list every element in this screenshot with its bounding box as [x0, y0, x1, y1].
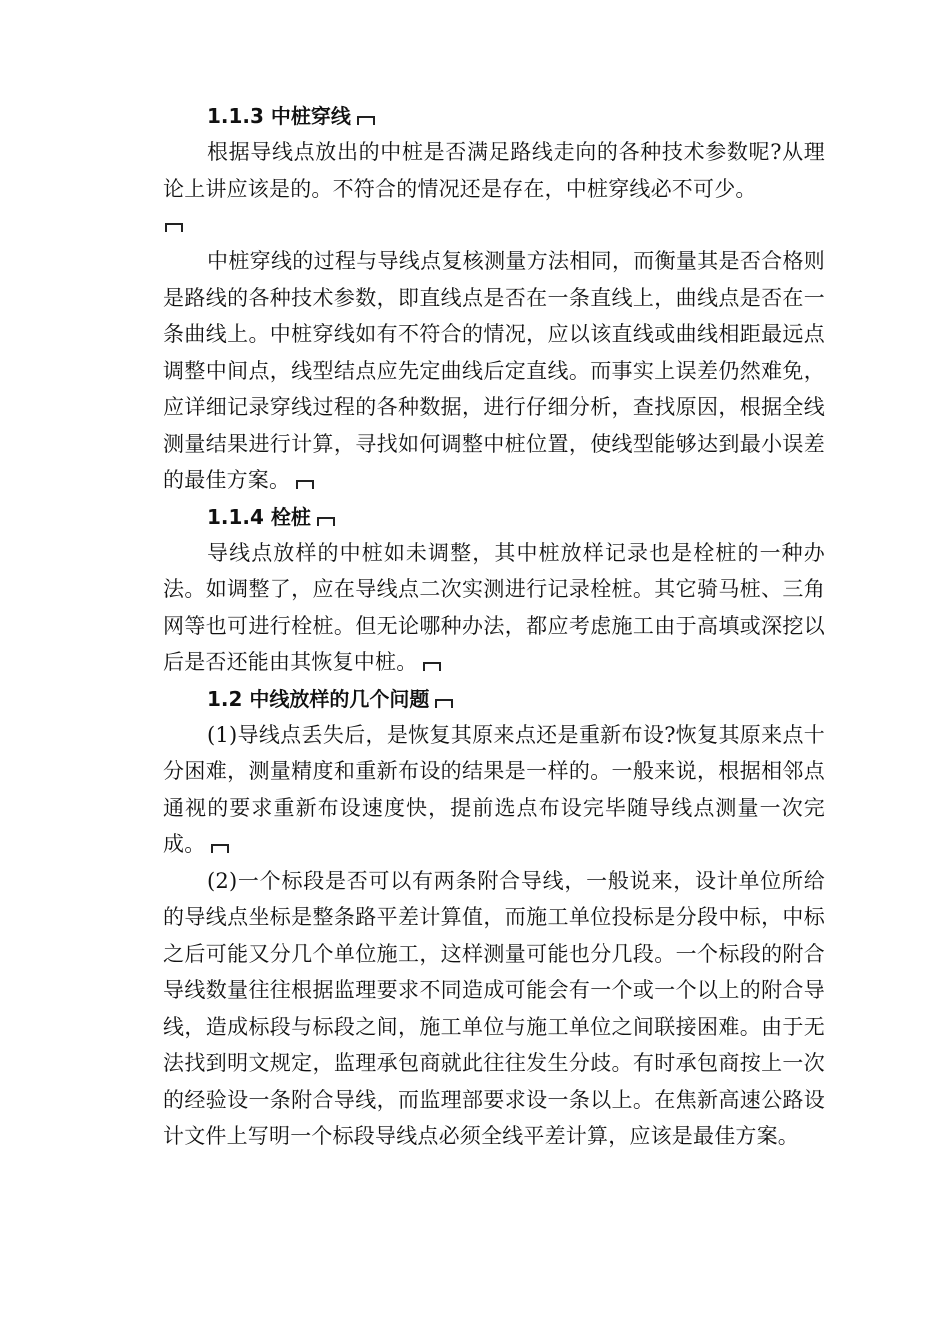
paragraph-mark-icon: [423, 662, 441, 671]
paragraph: [163, 717, 825, 863]
paragraph-mark-icon: [296, 480, 314, 489]
heading-text: 1.2 中线放样的几个问题: [207, 686, 430, 711]
paragraph-mark-icon: [211, 844, 229, 853]
paragraph: [163, 243, 825, 499]
section-heading-1-1-4: [163, 499, 825, 535]
document-body: [163, 98, 825, 1155]
paragraph-text: 中桩穿线的过程与导线点复核测量方法相同，而衡量其是否合格则是路线的各种技术参数，即直线点是否在一条直线上，曲线点是否在一条曲线上。中桩穿线如有不符合的情况，应以该直线或曲线相距最远点调整中间点，线型结点应先定曲线后定直线。而事实上误差仍然难免，应详细记录穿线过程的各种数据，进行仔细分析，查找原因，根据全线测量结果进行计算，寻找如何调整中桩位置，使线型能够达到最小误差的最佳方案。: [163, 249, 825, 492]
paragraph-mark-icon: [317, 517, 335, 526]
paragraph-text: 导线点放样的中桩如未调整，其中桩放样记录也是栓桩的一种办法。如调整了，应在导线点二次实测进行记录栓桩。其它骑马桩、三角网等也可进行栓桩。但无论哪种办法，都应考虑施工由于高填或深挖以后是否还能由其恢复中桩。: [163, 540, 825, 674]
heading-text: 1.1.4 栓桩: [207, 504, 311, 529]
paragraph-mark-line: [163, 207, 825, 243]
paragraph-mark-icon: [165, 223, 183, 232]
paragraph-mark-icon: [357, 116, 375, 125]
paragraph-text: (2)一个标段是否可以有两条附合导线，一般说来，设计单位所给的导线点坐标是整条路平差计算值，而施工单位投标是分段中标，中标之后可能又分几个单位施工，这样测量可能也分几段。一个标段的附合导线数量往往根据监理要求不同造成可能会有一个或一个以上的附合导线，造成标段与标段之间，施工单位与施工单位之间联接困难。由于无法找到明文规定，监理承包商就此往往发生分歧。有时承包商按上一次的经验设一条附合导线，而监理部要求设一条以上。在焦新高速公路设计文件上写明一个标段导线点必须全线平差计算，应该是最佳方案。: [163, 868, 825, 1148]
section-heading-1-2: [163, 681, 825, 717]
section-heading-1-1-3: [163, 98, 825, 134]
paragraph: [163, 863, 825, 1155]
heading-text: 1.1.3 中桩穿线: [207, 104, 351, 128]
paragraph-text: (1)导线点丢失后，是恢复其原来点还是重新布设?恢复其原来点十分困难，测量精度和重新布设的结果是一样的。一般来说，根据相邻点通视的要求重新布设速度快，提前选点布设完毕随导线点测量一次完成。: [163, 722, 825, 856]
paragraph-text: 根据导线点放出的中桩是否满足路线走向的各种技术参数呢?从理论上讲应该是的。不符合的情况还是存在，中桩穿线必不可少。: [163, 140, 825, 201]
paragraph-mark-icon: [435, 699, 453, 708]
paragraph: [163, 134, 825, 207]
paragraph: [163, 535, 825, 681]
